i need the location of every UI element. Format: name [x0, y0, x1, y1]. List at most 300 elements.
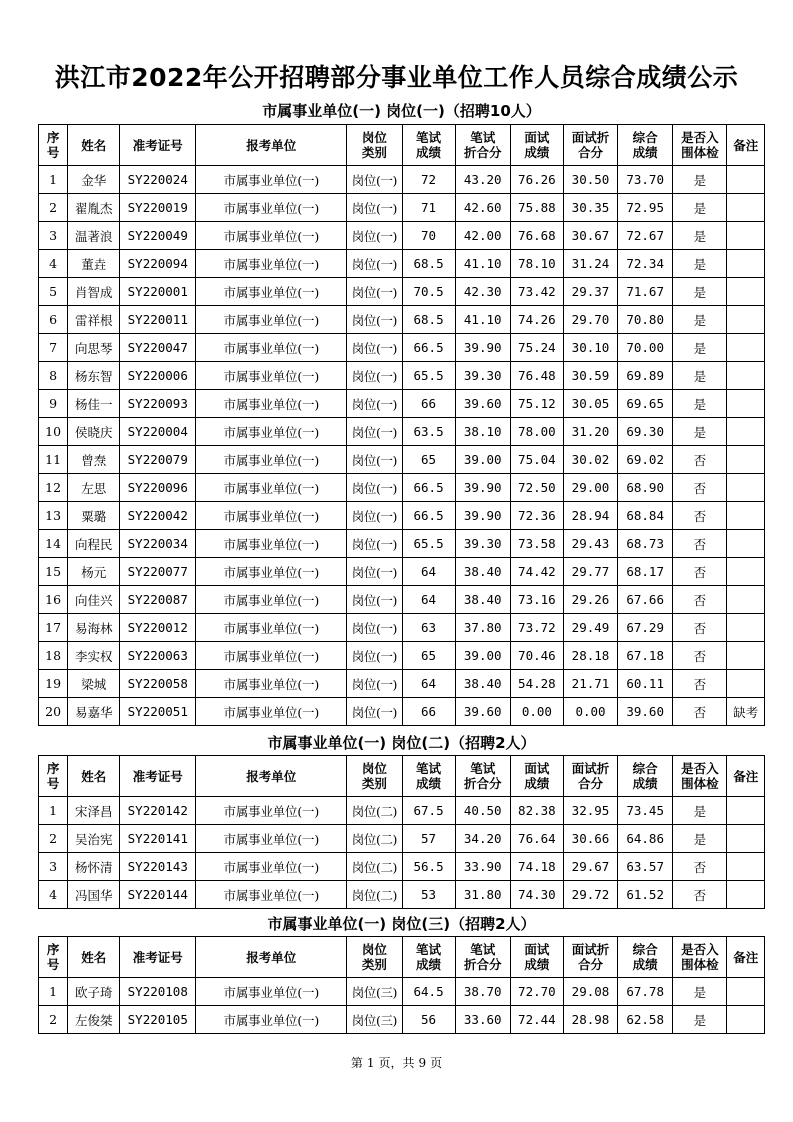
col-written-score: 63.5 [402, 418, 455, 446]
col-name: 冯国华 [68, 881, 120, 909]
table-row [39, 614, 765, 642]
header-col-index: 序 号 [39, 937, 68, 978]
col-unit: 市属事业单位(一) [196, 334, 347, 362]
col-total-score: 72.67 [618, 222, 673, 250]
col-total-score: 68.90 [618, 474, 673, 502]
col-physical-exam: 是 [673, 825, 727, 853]
col-written-weighted: 42.00 [455, 222, 510, 250]
table-header-row [39, 756, 765, 797]
col-remark [727, 278, 765, 306]
table-row [39, 853, 765, 881]
col-interview-weighted: 32.95 [563, 797, 617, 825]
col-interview-score: 76.26 [510, 166, 563, 194]
col-index: 4 [39, 881, 68, 909]
col-total-score: 61.52 [618, 881, 673, 909]
col-written-weighted: 42.60 [455, 194, 510, 222]
col-interview-score: 74.30 [510, 881, 563, 909]
col-name: 肖智成 [68, 278, 120, 306]
col-index: 4 [39, 250, 68, 278]
table-row [39, 334, 765, 362]
col-name: 宋泽昌 [68, 797, 120, 825]
header-col-total-score: 综合 成绩 [618, 937, 673, 978]
col-exam-id: SY220058 [120, 670, 196, 698]
col-name: 易海林 [68, 614, 120, 642]
col-unit: 市属事业单位(一) [196, 306, 347, 334]
col-written-score: 68.5 [402, 250, 455, 278]
col-exam-id: SY220144 [120, 881, 196, 909]
header-col-index: 序 号 [39, 125, 68, 166]
col-exam-id: SY220001 [120, 278, 196, 306]
col-total-score: 69.02 [618, 446, 673, 474]
col-post: 岗位(一) [347, 418, 402, 446]
col-written-weighted: 39.90 [455, 502, 510, 530]
table-row [39, 670, 765, 698]
col-post: 岗位(二) [347, 853, 402, 881]
col-remark [727, 642, 765, 670]
col-written-score: 64 [402, 586, 455, 614]
col-index: 9 [39, 390, 68, 418]
col-written-weighted: 39.00 [455, 446, 510, 474]
col-remark [727, 446, 765, 474]
col-interview-score: 78.10 [510, 250, 563, 278]
col-total-score: 63.57 [618, 853, 673, 881]
col-physical-exam: 否 [673, 530, 727, 558]
page-title: 洪江市2022年公开招聘部分事业单位工作人员综合成绩公示 [54, 63, 739, 92]
col-name: 金华 [68, 166, 120, 194]
table-row [39, 278, 765, 306]
section-title: 市属事业单位(一) 岗位(三)（招聘2人） [267, 915, 536, 933]
col-written-score: 64 [402, 670, 455, 698]
col-written-score: 64 [402, 558, 455, 586]
col-index: 12 [39, 474, 68, 502]
header-col-total-score: 综合 成绩 [618, 125, 673, 166]
footer-prefix: 第 [350, 1056, 363, 1070]
col-interview-score: 75.88 [510, 194, 563, 222]
col-index: 6 [39, 306, 68, 334]
header-col-post: 岗位 类别 [347, 937, 402, 978]
col-remark [727, 418, 765, 446]
col-written-weighted: 34.20 [455, 825, 510, 853]
col-written-weighted: 38.40 [455, 670, 510, 698]
col-post: 岗位(一) [347, 698, 402, 726]
col-interview-weighted: 30.59 [563, 362, 617, 390]
col-index: 19 [39, 670, 68, 698]
col-index: 1 [39, 797, 68, 825]
col-unit: 市属事业单位(一) [196, 194, 347, 222]
col-total-score: 70.00 [618, 334, 673, 362]
table-row [39, 1006, 765, 1034]
col-remark [727, 586, 765, 614]
col-remark [727, 558, 765, 586]
col-remark [727, 362, 765, 390]
header-col-exam-id: 准考证号 [120, 937, 196, 978]
col-written-score: 66 [402, 698, 455, 726]
header-col-written-score: 笔试 成绩 [402, 756, 455, 797]
col-written-weighted: 39.30 [455, 362, 510, 390]
col-written-score: 65.5 [402, 362, 455, 390]
col-name: 杨佳一 [68, 390, 120, 418]
col-written-weighted: 38.70 [455, 978, 510, 1006]
col-unit: 市属事业单位(一) [196, 278, 347, 306]
section-title: 市属事业单位(一) 岗位(一)（招聘10人） [262, 102, 541, 120]
col-index: 17 [39, 614, 68, 642]
header-col-total-score: 综合 成绩 [618, 756, 673, 797]
col-written-score: 65.5 [402, 530, 455, 558]
col-interview-weighted: 21.71 [563, 670, 617, 698]
col-remark [727, 853, 765, 881]
page-footer [0, 1054, 793, 1071]
col-post: 岗位(一) [347, 390, 402, 418]
col-name: 向思琴 [68, 334, 120, 362]
col-name: 杨东智 [68, 362, 120, 390]
col-index: 8 [39, 362, 68, 390]
col-name: 温著浪 [68, 222, 120, 250]
col-post: 岗位(一) [347, 306, 402, 334]
header-col-physical-exam: 是否入 围体检 [673, 756, 727, 797]
col-total-score: 69.30 [618, 418, 673, 446]
col-total-score: 70.80 [618, 306, 673, 334]
header-col-interview-score: 面试 成绩 [510, 937, 563, 978]
col-physical-exam: 否 [673, 446, 727, 474]
col-physical-exam: 否 [673, 853, 727, 881]
col-physical-exam: 否 [673, 670, 727, 698]
col-name: 左思 [68, 474, 120, 502]
col-interview-weighted: 29.70 [563, 306, 617, 334]
col-exam-id: SY220051 [120, 698, 196, 726]
col-post: 岗位(二) [347, 797, 402, 825]
col-index: 7 [39, 334, 68, 362]
col-written-weighted: 39.30 [455, 530, 510, 558]
col-index: 20 [39, 698, 68, 726]
table-row [39, 586, 765, 614]
col-interview-score: 72.50 [510, 474, 563, 502]
table-header-row [39, 125, 765, 166]
col-written-score: 70 [402, 222, 455, 250]
col-name: 左俊桀 [68, 1006, 120, 1034]
col-written-weighted: 41.10 [455, 306, 510, 334]
col-post: 岗位(一) [347, 362, 402, 390]
col-written-weighted: 39.90 [455, 334, 510, 362]
col-total-score: 72.34 [618, 250, 673, 278]
col-interview-score: 72.36 [510, 502, 563, 530]
col-unit: 市属事业单位(一) [196, 250, 347, 278]
col-interview-score: 74.42 [510, 558, 563, 586]
col-name: 李实权 [68, 642, 120, 670]
col-physical-exam: 是 [673, 418, 727, 446]
col-written-weighted: 42.30 [455, 278, 510, 306]
col-interview-weighted: 29.49 [563, 614, 617, 642]
col-total-score: 39.60 [618, 698, 673, 726]
col-total-score: 68.84 [618, 502, 673, 530]
col-interview-score: 75.24 [510, 334, 563, 362]
table-row [39, 166, 765, 194]
col-index: 11 [39, 446, 68, 474]
col-written-weighted: 33.60 [455, 1006, 510, 1034]
col-interview-weighted: 30.02 [563, 446, 617, 474]
table-row [39, 474, 765, 502]
table-row [39, 797, 765, 825]
col-written-weighted: 39.00 [455, 642, 510, 670]
table-row [39, 250, 765, 278]
col-interview-weighted: 28.94 [563, 502, 617, 530]
col-unit: 市属事业单位(一) [196, 670, 347, 698]
col-physical-exam: 否 [673, 614, 727, 642]
col-unit: 市属事业单位(一) [196, 530, 347, 558]
score-table [38, 124, 765, 726]
col-exam-id: SY220087 [120, 586, 196, 614]
col-interview-weighted: 28.18 [563, 642, 617, 670]
col-unit: 市属事业单位(一) [196, 502, 347, 530]
col-remark [727, 166, 765, 194]
col-total-score: 71.67 [618, 278, 673, 306]
col-name: 欧子琦 [68, 978, 120, 1006]
header-col-remark: 备注 [727, 937, 765, 978]
table-row [39, 698, 765, 726]
col-post: 岗位(一) [347, 166, 402, 194]
col-written-score: 70.5 [402, 278, 455, 306]
col-interview-score: 73.58 [510, 530, 563, 558]
col-written-score: 65 [402, 642, 455, 670]
table-row [39, 194, 765, 222]
col-interview-score: 78.00 [510, 418, 563, 446]
col-name: 侯晓庆 [68, 418, 120, 446]
col-exam-id: SY220141 [120, 825, 196, 853]
col-unit: 市属事业单位(一) [196, 881, 347, 909]
col-exam-id: SY220004 [120, 418, 196, 446]
col-name: 杨元 [68, 558, 120, 586]
col-written-weighted: 31.80 [455, 881, 510, 909]
col-index: 1 [39, 978, 68, 1006]
col-physical-exam: 是 [673, 306, 727, 334]
table-row [39, 418, 765, 446]
col-physical-exam: 是 [673, 278, 727, 306]
col-index: 14 [39, 530, 68, 558]
header-col-interview-weighted: 面试折 合分 [563, 937, 617, 978]
col-unit: 市属事业单位(一) [196, 1006, 347, 1034]
header-col-exam-id: 准考证号 [120, 756, 196, 797]
col-remark [727, 474, 765, 502]
score-table [38, 936, 765, 1034]
col-written-score: 57 [402, 825, 455, 853]
col-total-score: 69.89 [618, 362, 673, 390]
footer-page-number: 1 [366, 1056, 375, 1070]
col-remark [727, 881, 765, 909]
col-written-weighted: 40.50 [455, 797, 510, 825]
header-col-interview-weighted: 面试折 合分 [563, 756, 617, 797]
col-index: 10 [39, 418, 68, 446]
table-row [39, 558, 765, 586]
col-remark [727, 530, 765, 558]
col-exam-id: SY220006 [120, 362, 196, 390]
score-table [38, 755, 765, 909]
col-post: 岗位(一) [347, 278, 402, 306]
col-exam-id: SY220142 [120, 797, 196, 825]
col-remark [727, 614, 765, 642]
col-physical-exam: 否 [673, 474, 727, 502]
col-exam-id: SY220143 [120, 853, 196, 881]
col-exam-id: SY220011 [120, 306, 196, 334]
col-post: 岗位(一) [347, 558, 402, 586]
col-interview-weighted: 30.10 [563, 334, 617, 362]
col-remark [727, 250, 765, 278]
col-written-weighted: 33.90 [455, 853, 510, 881]
col-name: 易嘉华 [68, 698, 120, 726]
col-written-score: 67.5 [402, 797, 455, 825]
col-physical-exam: 是 [673, 194, 727, 222]
col-interview-weighted: 30.50 [563, 166, 617, 194]
col-written-weighted: 38.40 [455, 586, 510, 614]
col-exam-id: SY220063 [120, 642, 196, 670]
header-col-interview-weighted: 面试折 合分 [563, 125, 617, 166]
col-post: 岗位(一) [347, 194, 402, 222]
col-total-score: 67.66 [618, 586, 673, 614]
col-physical-exam: 否 [673, 558, 727, 586]
col-post: 岗位(一) [347, 334, 402, 362]
col-remark [727, 825, 765, 853]
col-remark: 缺考 [727, 698, 765, 726]
table-row [39, 362, 765, 390]
header-col-physical-exam: 是否入 围体检 [673, 125, 727, 166]
col-name: 曾焘 [68, 446, 120, 474]
col-interview-weighted: 29.72 [563, 881, 617, 909]
col-exam-id: SY220024 [120, 166, 196, 194]
col-index: 1 [39, 166, 68, 194]
col-post: 岗位(一) [347, 446, 402, 474]
col-physical-exam: 是 [673, 978, 727, 1006]
col-interview-weighted: 29.08 [563, 978, 617, 1006]
col-name: 梁城 [68, 670, 120, 698]
col-post: 岗位(一) [347, 222, 402, 250]
col-written-score: 64.5 [402, 978, 455, 1006]
col-index: 3 [39, 853, 68, 881]
col-interview-score: 0.00 [510, 698, 563, 726]
col-index: 13 [39, 502, 68, 530]
header-col-post: 岗位 类别 [347, 125, 402, 166]
header-col-unit: 报考单位 [196, 756, 347, 797]
col-total-score: 62.58 [618, 1006, 673, 1034]
col-total-score: 67.78 [618, 978, 673, 1006]
col-post: 岗位(二) [347, 825, 402, 853]
header-col-remark: 备注 [727, 756, 765, 797]
col-written-score: 53 [402, 881, 455, 909]
col-post: 岗位(三) [347, 1006, 402, 1034]
col-unit: 市属事业单位(一) [196, 418, 347, 446]
col-exam-id: SY220096 [120, 474, 196, 502]
col-written-weighted: 39.60 [455, 390, 510, 418]
col-written-score: 56.5 [402, 853, 455, 881]
col-interview-weighted: 28.98 [563, 1006, 617, 1034]
col-name: 粟璐 [68, 502, 120, 530]
col-interview-weighted: 30.35 [563, 194, 617, 222]
table-row [39, 446, 765, 474]
header-col-written-weighted: 笔试 折合分 [455, 756, 510, 797]
col-remark [727, 670, 765, 698]
col-written-weighted: 38.40 [455, 558, 510, 586]
col-unit: 市属事业单位(一) [196, 474, 347, 502]
col-interview-score: 75.04 [510, 446, 563, 474]
table-header-row [39, 937, 765, 978]
col-total-score: 73.70 [618, 166, 673, 194]
col-written-score: 66.5 [402, 474, 455, 502]
col-total-score: 73.45 [618, 797, 673, 825]
col-interview-weighted: 29.00 [563, 474, 617, 502]
col-exam-id: SY220012 [120, 614, 196, 642]
col-post: 岗位(一) [347, 586, 402, 614]
col-written-weighted: 37.80 [455, 614, 510, 642]
col-interview-weighted: 29.43 [563, 530, 617, 558]
col-total-score: 67.18 [618, 642, 673, 670]
header-col-unit: 报考单位 [196, 125, 347, 166]
col-exam-id: SY220047 [120, 334, 196, 362]
col-post: 岗位(一) [347, 474, 402, 502]
col-exam-id: SY220077 [120, 558, 196, 586]
col-name: 吴治宪 [68, 825, 120, 853]
col-interview-weighted: 29.26 [563, 586, 617, 614]
col-interview-score: 70.46 [510, 642, 563, 670]
col-interview-score: 74.26 [510, 306, 563, 334]
table-row [39, 881, 765, 909]
col-interview-weighted: 30.67 [563, 222, 617, 250]
col-index: 15 [39, 558, 68, 586]
col-remark [727, 797, 765, 825]
col-name: 雷祥根 [68, 306, 120, 334]
col-exam-id: SY220093 [120, 390, 196, 418]
col-exam-id: SY220019 [120, 194, 196, 222]
col-written-score: 65 [402, 446, 455, 474]
col-physical-exam: 是 [673, 390, 727, 418]
col-interview-score: 76.68 [510, 222, 563, 250]
col-physical-exam: 是 [673, 222, 727, 250]
col-written-weighted: 39.60 [455, 698, 510, 726]
footer-mid: 页，共 [378, 1056, 415, 1070]
col-remark [727, 978, 765, 1006]
col-interview-weighted: 30.66 [563, 825, 617, 853]
col-unit: 市属事业单位(一) [196, 642, 347, 670]
header-col-written-weighted: 笔试 折合分 [455, 937, 510, 978]
col-remark [727, 1006, 765, 1034]
col-total-score: 68.73 [618, 530, 673, 558]
col-interview-score: 74.18 [510, 853, 563, 881]
col-interview-score: 72.44 [510, 1006, 563, 1034]
footer-suffix: 页 [430, 1056, 443, 1070]
col-index: 16 [39, 586, 68, 614]
col-index: 3 [39, 222, 68, 250]
col-name: 向程民 [68, 530, 120, 558]
col-total-score: 69.65 [618, 390, 673, 418]
section-title: 市属事业单位(一) 岗位(二)（招聘2人） [267, 734, 536, 752]
header-col-interview-score: 面试 成绩 [510, 756, 563, 797]
header-col-exam-id: 准考证号 [120, 125, 196, 166]
col-unit: 市属事业单位(一) [196, 446, 347, 474]
col-physical-exam: 是 [673, 250, 727, 278]
col-post: 岗位(一) [347, 502, 402, 530]
col-exam-id: SY220042 [120, 502, 196, 530]
col-interview-weighted: 31.20 [563, 418, 617, 446]
col-unit: 市属事业单位(一) [196, 586, 347, 614]
col-exam-id: SY220094 [120, 250, 196, 278]
col-written-score: 66.5 [402, 502, 455, 530]
header-col-post: 岗位 类别 [347, 756, 402, 797]
header-col-remark: 备注 [727, 125, 765, 166]
col-interview-weighted: 29.77 [563, 558, 617, 586]
col-interview-score: 75.12 [510, 390, 563, 418]
col-exam-id: SY220079 [120, 446, 196, 474]
col-index: 2 [39, 194, 68, 222]
col-total-score: 60.11 [618, 670, 673, 698]
header-col-written-score: 笔试 成绩 [402, 937, 455, 978]
col-unit: 市属事业单位(一) [196, 166, 347, 194]
col-physical-exam: 是 [673, 362, 727, 390]
